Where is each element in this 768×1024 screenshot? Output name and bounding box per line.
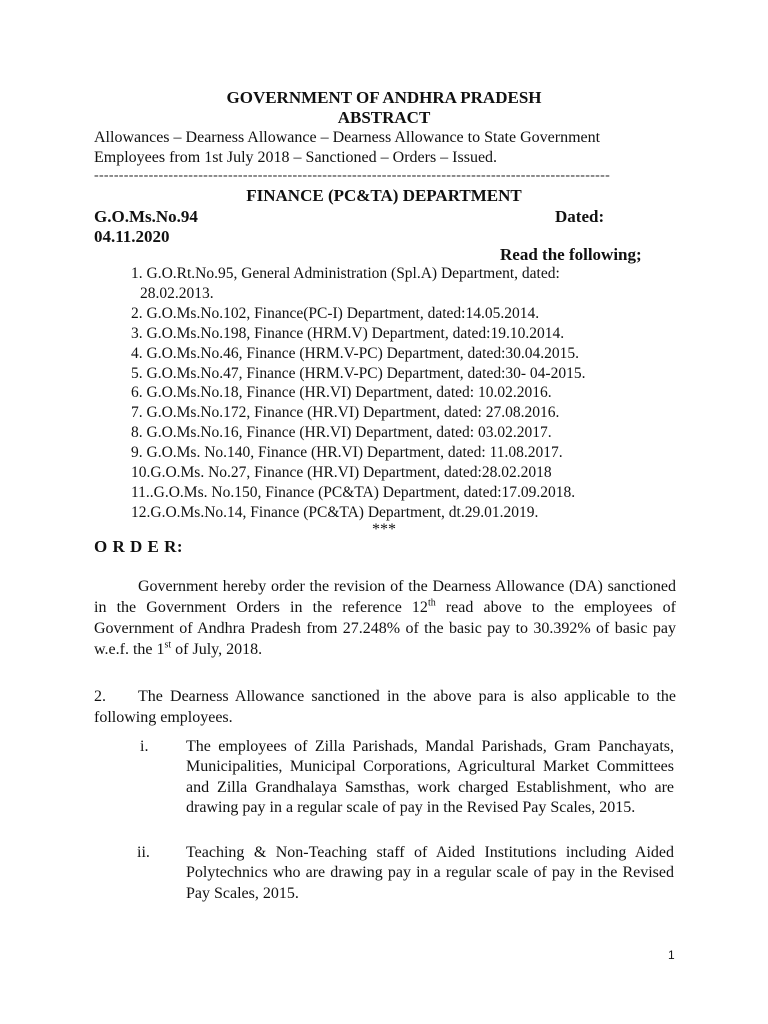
order-paragraph-1 (94, 576, 676, 660)
order-heading: O R D E R: (94, 537, 184, 556)
reference-item: 6. G.O.Ms.No.18, Finance (HR.VI) Department, dated: 10.02.2016. (131, 384, 552, 402)
item-ii-text: Teaching & Non-Teaching staff of Aided Institutions including Aided Polytechnics who are drawing pay in a regular scale of pay in the Revised Pay Scales, 2015. (186, 844, 674, 902)
para1-sup-th: th (427, 597, 436, 609)
dated-label: Dated: (555, 207, 605, 226)
department-heading: FINANCE (PC&TA) DEPARTMENT (246, 186, 522, 205)
item-numeral-i: i. (140, 738, 149, 755)
reference-item: 7. G.O.Ms.No.172, Finance (HR.VI) Department, dated: 27.08.2016. (131, 404, 560, 422)
subject-line-2: Employees from 1st July 2018 – Sanctioned – Orders – Issued. (94, 149, 498, 166)
reference-item: 8. G.O.Ms.No.16, Finance (HR.VI) Department, dated: 03.02.2017. (131, 424, 552, 442)
abstract-heading: ABSTRACT (337, 108, 431, 127)
reference-item: 1. G.O.Rt.No.95, General Administration (Spl.A) Department, dated: (131, 265, 560, 282)
para2-text: The Dearness Allowance sanctioned in the above para is also applicable to the following employees. (94, 688, 676, 726)
reference-item-continued: 28.02.2013. (140, 284, 214, 302)
reference-item: 3. G.O.Ms.No.198, Finance (HRM.V) Department, dated:19.10.2014. (131, 324, 565, 342)
reference-item: 9. G.O.Ms. No.140, Finance (HR.VI) Department, dated: 11.08.2017. (131, 444, 563, 462)
reference-item: 2. G.O.Ms.No.102, Finance(PC-I) Department, dated:14.05.2014. (131, 304, 540, 322)
para2-number: 2. (94, 688, 106, 705)
subject-line-1: Allowances – Dearness Allowance – Dearness Allowance to State Government (94, 129, 601, 146)
reference-item: 12.G.O.Ms.No.14, Finance (PC&TA) Department, dt.29.01.2019. (131, 503, 539, 521)
stars-separator: *** (372, 521, 396, 538)
go-number: G.O.Ms.No.94 (94, 207, 198, 226)
reference-item: 11..G.O.Ms. No.150, Finance (PC&TA) Department, dated:17.09.2018. (131, 483, 576, 501)
read-following-heading: Read the following; (500, 245, 642, 264)
references-list (131, 264, 691, 523)
order-paragraph-2 (94, 686, 676, 728)
reference-item: 10.G.O.Ms. No.27, Finance (HR.VI) Department, dated:28.02.2018 (131, 464, 552, 482)
page-number: 1 (668, 948, 675, 962)
para1-text-a: Government hereby order the revision of the Dearness Allowance (DA) sanctioned in the Government Orders in the reference 12 (94, 578, 676, 616)
go-date: 04.11.2020 (94, 227, 170, 246)
item-i-text: The employees of Zilla Parishads, Mandal Parishads, Gram Panchayats, Municipalities, Municipal Corporations, Agricultural Market Committees and Zilla Grandhalaya Samsthas, work charged Establishment, who are drawing pay in a regular scale of pay in the Revised Pay Scales, 2015. (186, 738, 674, 816)
separator-line: -------------------------------------------------------------------------------------------------------- (94, 168, 611, 183)
para1-sup-st: st (164, 639, 172, 651)
para1-text-b: read above to the employees of Government of Andhra Pradesh from 27.248% of the basic pay to 30.392% of basic pay w.e.f. the 1 (94, 599, 676, 658)
government-title: GOVERNMENT OF ANDHRA PRADESH (226, 88, 542, 107)
reference-item: 4. G.O.Ms.No.46, Finance (HRM.V-PC) Department, dated:30.04.2015. (131, 344, 580, 362)
item-numeral-ii: ii. (137, 844, 150, 861)
para1-text-c: of July, 2018. (171, 641, 263, 658)
reference-item: 5. G.O.Ms.No.47, Finance (HRM.V-PC) Department, dated:30- 04-2015. (131, 364, 586, 382)
